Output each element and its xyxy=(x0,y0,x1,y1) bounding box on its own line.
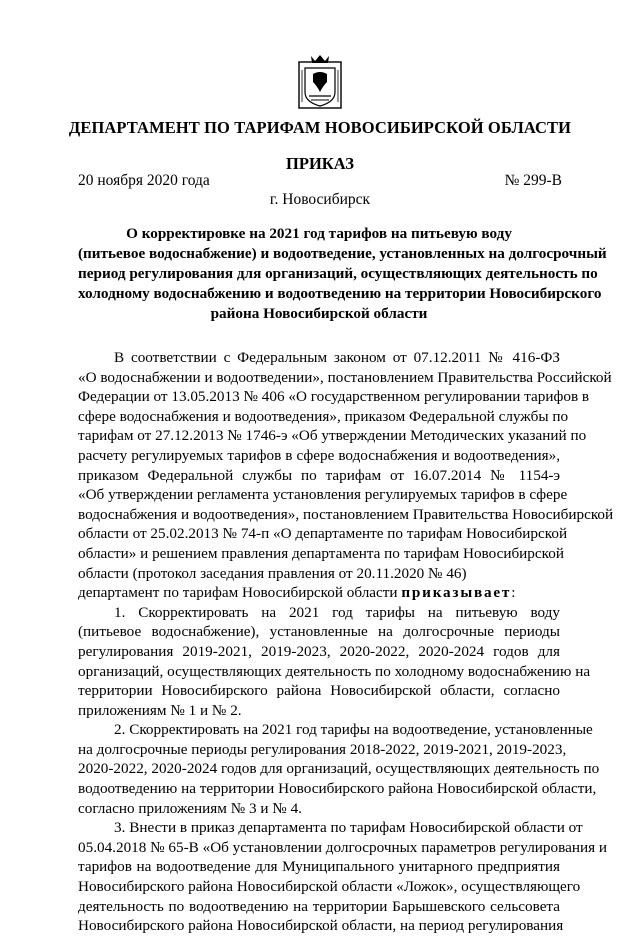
department-title: ДЕПАРТАМЕНТ ПО ТАРИФАМ НОВОСИБИРСКОЙ ОБЛАСТИ xyxy=(68,118,572,137)
item-1-line: (питьевое водоснабжение), установленные на долгосрочные периоды xyxy=(78,623,560,641)
order-line xyxy=(78,583,560,603)
preamble-line: приказом Федеральной службы по тарифам от 16.07.2014 № 1154-э xyxy=(78,466,560,484)
item-3-line: деятельность по водоотведению на территории Барышевского сельсовета xyxy=(78,897,560,915)
subject-line: период регулирования для организаций, осуществляющих деятельность по xyxy=(78,265,598,282)
preamble-line: Федерации от 13.05.2013 № 406 «О государственном регулировании тарифов в xyxy=(78,388,590,406)
coat-of-arms-icon xyxy=(297,52,343,110)
item-1-line: организаций, осуществляющих деятельность по холодному водоснабжению на xyxy=(78,662,591,680)
preamble-line: сфере водоснабжения и водоотведения», приказом Федеральной службы по xyxy=(78,407,569,425)
preamble-line: В соответствии с Федеральным законом от 07.12.2011 № 416-ФЗ xyxy=(114,349,560,366)
document-body xyxy=(78,348,614,936)
order-emphasis: приказывает xyxy=(401,584,512,602)
preamble-line: «О водоснабжении и водоотведении», постановлением Правительства Российской xyxy=(78,368,612,386)
item-3-line: 3. Внести в приказ департамента по тарифам Новосибирской области от xyxy=(114,819,583,837)
subject-line: О корректировке на 2021 год тарифов на питьевую воду xyxy=(126,225,512,242)
preamble-line: области (протокол заседания правления от 20.11.2020 № 46) xyxy=(78,564,467,582)
order-suffix: : xyxy=(511,584,516,602)
item-3-line: Новосибирского района Новосибирской области, на период регулирования xyxy=(78,917,564,935)
item-1-line: приложениям № 1 и № 2. xyxy=(78,701,242,719)
item-3-line: 05.04.2018 № 65-В «Об установлении долгосрочных параметров регулирования и xyxy=(78,838,607,856)
item-2-line: водоотведению на территории Новосибирского района Новосибирской области, xyxy=(78,780,597,798)
subject-line: района Новосибирской области xyxy=(210,305,428,322)
item-1-line: 1. Скорректировать на 2021 год тарифы на питьевую воду xyxy=(114,603,560,621)
item-2-line: на долгосрочные периоды регулирования 2018-2022, 2019-2021, 2019-2023, xyxy=(78,740,567,758)
item-2-line: 2020-2022, 2020-2024 годов для организаций, осуществляющих деятельность по xyxy=(78,760,600,778)
document-number: № 299-В xyxy=(504,172,562,189)
subject-line: холодному водоснабжению и водоотведению на территории Новосибирского xyxy=(78,285,602,302)
preamble-line: водоснабжения и водоотведения», постановлением Правительства Новосибирской xyxy=(78,505,614,523)
preamble-line: тарифам от 27.12.2013 № 1746-э «Об утверждении Методических указаний по xyxy=(78,427,587,445)
item-2-line: согласно приложениям № 3 и № 4. xyxy=(78,799,302,817)
item-3-line: тарифов на водоотведение для Муниципального унитарного предприятия xyxy=(78,858,560,876)
preamble-line: «Об утверждении регламента установления регулируемых тарифов в сфере xyxy=(78,486,568,504)
preamble-line: области от 25.02.2013 № 74-п «О департаменте по тарифам Новосибирской xyxy=(78,525,568,543)
item-2-line: 2. Скорректировать на 2021 год тарифы на водоотведение, установленные xyxy=(114,721,593,739)
preamble-line: расчету регулируемых тарифов в сфере водоснабжения и водоотведения», xyxy=(78,446,560,464)
order-prefix: департамент по тарифам Новосибирской области xyxy=(78,584,402,602)
document-city: г. Новосибирск xyxy=(269,191,371,208)
item-1-line: регулирования 2019-2021, 2019-2023, 2020-2022, 2020-2024 годов для xyxy=(78,642,560,660)
document-date: 20 ноября 2020 года xyxy=(78,172,210,189)
preamble-line: области» и решением правления департамента по тарифам Новосибирской xyxy=(78,544,564,562)
document-type: ПРИКАЗ xyxy=(286,154,354,173)
item-3-line: Новосибирского района Новосибирской области «Ложок», осуществляющего xyxy=(78,878,581,896)
item-1-line: территории Новосибирского района Новосибирской области, согласно xyxy=(78,682,560,700)
document-subject xyxy=(78,224,607,324)
subject-line: (питьевое водоснабжение) и водоотведение, установленных на долгосрочный xyxy=(78,245,607,262)
